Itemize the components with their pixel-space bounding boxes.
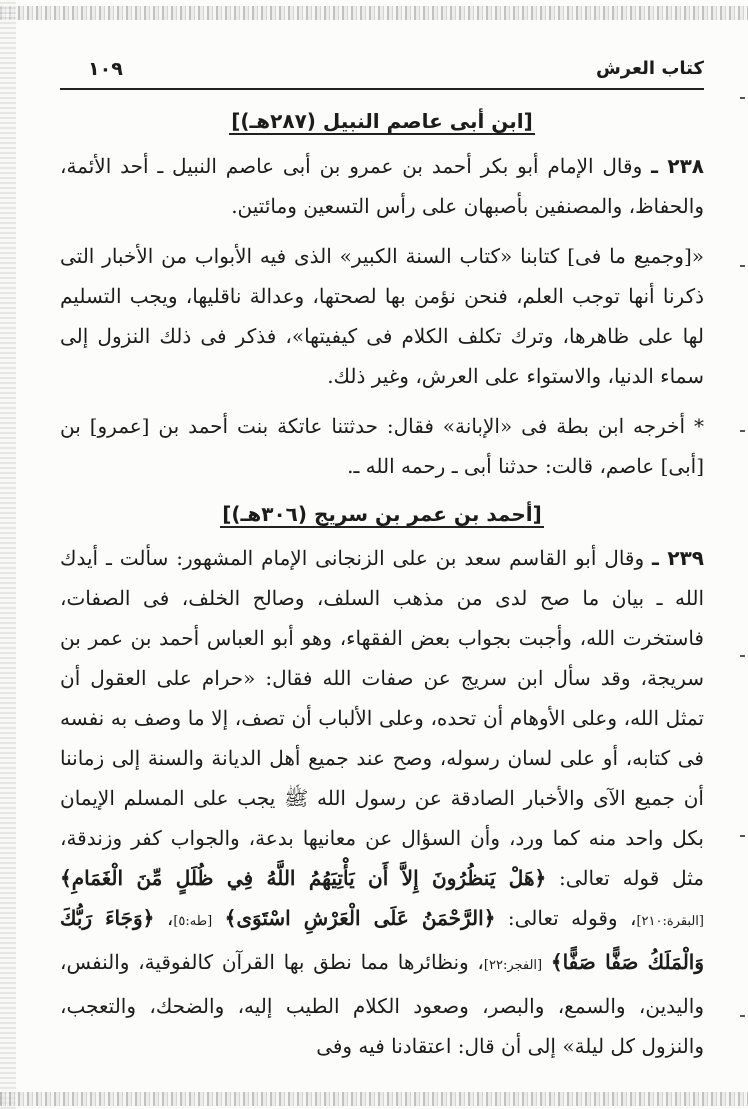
section-heading-ibn-abi-asim	[60, 106, 704, 136]
entry-239-block	[60, 538, 704, 1066]
running-title: كتاب العرش	[595, 58, 704, 79]
takhrij-block	[60, 406, 704, 486]
quran-verse: ﴿وَجَاءَ رَبُّكَ وَالْمَلَكُ صَفًّا صَفًّا﴾	[60, 906, 705, 974]
entry-238-block	[60, 146, 704, 226]
verse-reference: [طه:٥]	[173, 914, 213, 929]
section-heading-ibn-surayj	[60, 499, 704, 529]
entry-239-paragraph: ٢٣٩ ـ وقال أبو القاسم سعد بن على الزنجانى الإمام المشهور: سألت ـ أيدك الله ـ بيان ما صح لدى من مذهب السلف، وصالح الخلف، فى الصفات، فاستخرت الله، وأجبت بجواب بعض الفقهاء، وهو أبو العباس أحمد بن عمر بن سريجة، وقد سأل ابن سريج عن صفات الله فقال: «حرام على العقول أن تمثل الله، وعلى الأوهام أن تحده، وعلى الألباب أن تصف، إلا ما وصف به نفسه فى كتابه، أو على لسان رسوله، وصح عند جميع أهل الديانة والسنة إلى زماننا أن جميع الآى والأخبار الصادقة عن رسول الله ﷺ يجب على المسلم الإيمان بكل واحد منه كما ورد، وأن السؤال عن معانيها بدعة، والجواب كفر وزندقة، مثل قوله تعالى: ﴿هَلْ يَنظُرُونَ إِلاَّ أَن يَأْتِيَهُمُ اللَّهُ فِي ظُلَلٍ مِّنَ الْغَمَامِ﴾ [البقرة:٢١٠]، وقوله تعالى: ﴿الرَّحْمَنُ عَلَى الْعَرْشِ اسْتَوَى﴾ [طه:٥]، ﴿وَجَاءَ رَبُّكَ وَالْمَلَكُ صَفًّا صَفًّا﴾ [الفجر:٢٢]، ونظائرها مما نطق بها القرآن كالفوقية، والنفس، واليدين، والسمع، والبصر، وصعود الكلام الطيب إليه، والضحك، والتعجب، والنزول كل ليلة» إلى أن قال: اعتقادنا فيه وفى	[60, 546, 705, 1058]
edge-mark	[740, 1015, 745, 1017]
section-heading-text: [ابن أبى عاصم النبيل (٢٨٧هـ)]	[231, 109, 533, 133]
connector-text: ، وقوله تعالى:	[507, 906, 637, 930]
page-header	[60, 52, 704, 92]
entry-text: وقال أبو القاسم سعد بن على الزنجانى الإمام المشهور: سألت ـ أيدك الله ـ بيان ما صح لدى من مذهب السلف، وصالح الخلف، فى الصفات، فاستخرت الله، وأجبت بجواب بعض الفقهاء، وهو أبو العباس أحمد بن عمر بن سريجة، وقد سأل ابن سريج عن صفات الله فقال: «حرام على العقول أن تمثل الله، وعلى الأوهام أن تحده، وعلى الألباب أن تصف، إلا ما وصف به نفسه فى كتابه، أو على لسان رسوله، وصح عند جميع أهل الديانة والسنة إلى زماننا أن جميع الآى والأخبار الصادقة عن رسول الله ﷺ يجب على المسلم الإيمان بكل واحد منه كما ورد، وأن السؤال عن معانيها بدعة، والجواب كفر وزندقة، مثل قوله تعالى:	[60, 546, 704, 890]
takhrij-paragraph: * أخرجه ابن بطة فى «الإبانة» فقال: حدثتنا عاتكة بنت أحمد بن [عمرو] بن [أبى] عاصم، قالت: حدثنا أبى ـ رحمه الله ـ.	[60, 414, 705, 478]
entry-number: ٢٣٨ ـ	[651, 154, 704, 178]
edge-mark	[740, 655, 745, 657]
entry-text: وقال الإمام أبو بكر أحمد بن عمرو بن أبى عاصم النبيل ـ أحد الأئمة، والحفاظ، والمصنفين بأصبهان على رأس التسعين ومائتين.	[60, 154, 704, 218]
verse-reference: [البقرة:٢١٠]	[636, 914, 704, 929]
verse-reference: [الفجر:٢٢]	[483, 958, 543, 973]
edge-mark	[740, 430, 745, 432]
scan-border-bottom	[0, 1092, 748, 1106]
section-heading-text: [أحمد بن عمر بن سريج (٣٠٦هـ)]	[222, 502, 542, 526]
edge-mark	[740, 97, 745, 99]
quote-paragraph: «[وجميع ما فى] كتابنا «كتاب السنة الكبير» الذى فيه الأبواب من الأخبار التى ذكرنا أنها توجب العلم، فنحن نؤمن بها لصحتها، وعدالة ناقليها، ويجب التسليم لها على ظاهرها، وترك تكلف الكلام فى كيفيتها»، فذكر فى ذلك النزول إلى سماء الدنيا، والاستواء على العرش، وغير ذلك.	[60, 244, 704, 388]
edge-mark	[740, 265, 745, 267]
edge-mark	[740, 835, 745, 837]
page-number: ١٠٩	[88, 58, 123, 80]
entry-238-paragraph	[60, 146, 704, 226]
quran-verse: ﴿الرَّحْمَنُ عَلَى الْعَرْشِ اسْتَوَى﴾	[224, 906, 496, 930]
scan-border-top	[0, 6, 748, 20]
scan-border-left	[0, 0, 16, 1109]
quran-verse: ﴿هَلْ يَنظُرُونَ إِلاَّ أَن يَأْتِيَهُمُ اللَّهُ فِي ظُلَلٍ مِّنَ الْغَمَامِ﴾	[60, 866, 547, 890]
header-rule	[60, 88, 704, 90]
entry-number: ٢٣٩ ـ	[652, 546, 704, 570]
quote-block	[60, 236, 704, 396]
entry-text-continued: ، ونظائرها مما نطق بها القرآن كالفوقية، والنفس، واليدين، والسمع، والبصر، وصعود الكلام الطيب إليه، والضحك، والتعجب، والنزول كل ليلة» إلى أن قال: اعتقادنا فيه وفى	[60, 950, 704, 1058]
